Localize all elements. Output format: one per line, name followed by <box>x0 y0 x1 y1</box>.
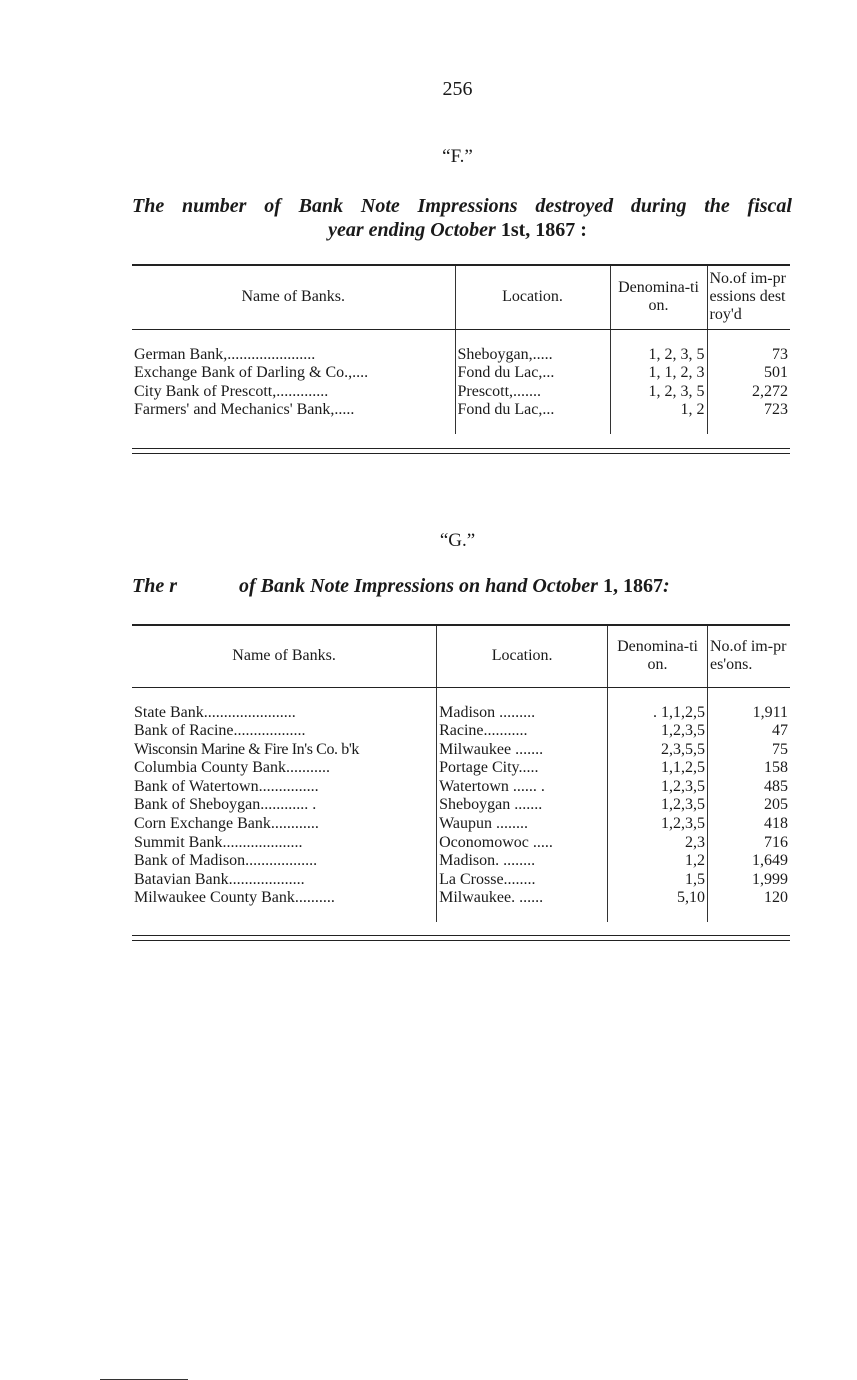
bank-name: City Bank of Prescott,............. <box>132 383 455 402</box>
table-row <box>132 796 790 815</box>
table-row <box>132 346 790 365</box>
bank-location: La Crosse........ <box>437 871 608 890</box>
section-g-table <box>132 624 790 922</box>
bank-denomination: 1, 2, 3, 5 <box>610 346 707 365</box>
header-denomination <box>608 625 708 687</box>
bank-count: 120 <box>764 889 788 907</box>
bank-denomination: 1, 1, 2, 3 <box>610 364 707 383</box>
bank-count: 716 <box>764 833 788 851</box>
bank-name: Batavian Bank................... <box>132 871 437 890</box>
bank-name: Bank of Sheboygan............ . <box>132 796 437 815</box>
bank-denomination: 1,2,3,5 <box>608 778 708 797</box>
section-g-caption <box>132 575 792 598</box>
table-row <box>132 741 790 760</box>
bank-count: 1,649 <box>752 852 788 870</box>
page-number: 256 <box>442 78 473 100</box>
bank-count: 1,911 <box>752 703 788 721</box>
header-location: Location. <box>455 265 610 329</box>
bank-location: Milwaukee ....... <box>437 741 608 760</box>
caption-g-colon: : <box>662 575 670 597</box>
bank-denomination: 2,3 <box>608 834 708 853</box>
bank-location: Sheboygan,..... <box>455 346 610 365</box>
header-denomination-text: Denomina-tion. <box>618 279 699 315</box>
bank-location: Racine........... <box>437 722 608 741</box>
bank-location: Waupun ........ <box>437 815 608 834</box>
bank-count: 723 <box>764 401 788 419</box>
section-f-heading: “F.” <box>442 146 473 167</box>
section-g-bottom-rule <box>132 935 790 941</box>
table-row <box>132 722 790 741</box>
bank-name: Corn Exchange Bank............ <box>132 815 437 834</box>
table-row <box>132 778 790 797</box>
bank-name: Wisconsin Marine & Fire In's Co. b'k <box>132 741 437 760</box>
bank-location: Fond du Lac,... <box>455 401 610 420</box>
bank-location: Madison ......... <box>437 704 608 723</box>
bank-count: 1,999 <box>752 870 788 888</box>
table-row <box>132 815 790 834</box>
bank-denomination: 1,2,3,5 <box>608 722 708 741</box>
bank-count: 158 <box>764 759 788 777</box>
table-row <box>132 889 790 908</box>
bank-name: Columbia County Bank........... <box>132 759 437 778</box>
bank-count: 75 <box>772 740 788 758</box>
caption-f-date: 1st, 1867 : <box>495 219 587 241</box>
bank-count: 2,272 <box>752 382 788 400</box>
bank-name: Bank of Madison.................. <box>132 852 437 871</box>
header-name-of-banks: Name of Banks. <box>132 625 437 687</box>
bank-count: 501 <box>764 364 788 382</box>
table-row <box>132 852 790 871</box>
header-location: Location. <box>437 625 608 687</box>
section-f-table <box>132 264 790 434</box>
bank-location: Madison. ........ <box>437 852 608 871</box>
bank-denomination: 1, 2 <box>610 401 707 420</box>
bank-denomination: 1, 2, 3, 5 <box>610 383 707 402</box>
bank-location: Oconomowoc ..... <box>437 834 608 853</box>
section-f-bottom-rule <box>132 448 790 454</box>
bank-name: State Bank....................... <box>132 704 437 723</box>
bank-name: Milwaukee County Bank.......... <box>132 889 437 908</box>
table-row <box>132 401 790 420</box>
bank-denomination: 1,2,3,5 <box>608 815 708 834</box>
bank-denomination: 1,1,2,5 <box>608 759 708 778</box>
table-row <box>132 383 790 402</box>
caption-g-date: 1, 1867 <box>597 575 663 597</box>
header-count-text: No.of im-pres'ons. <box>709 638 787 674</box>
caption-g-start: The r <box>132 575 177 597</box>
bank-count: 73 <box>772 345 788 363</box>
bank-count: 485 <box>764 777 788 795</box>
header-count <box>707 625 790 687</box>
bank-denomination: 1,5 <box>608 871 708 890</box>
section-g-heading: “G.” <box>439 530 476 551</box>
bank-count: 418 <box>764 815 788 833</box>
header-denomination <box>610 265 707 329</box>
header-name-of-banks: Name of Banks. <box>132 265 455 329</box>
bank-location: Fond du Lac,... <box>455 364 610 383</box>
header-count-text: No.of im-pressions destroy'd <box>709 270 786 324</box>
bank-denomination: 2,3,5,5 <box>608 741 708 760</box>
bank-denomination: 1,2,3,5 <box>608 796 708 815</box>
header-count <box>707 265 790 329</box>
bank-name: Exchange Bank of Darling & Co.,.... <box>132 364 455 383</box>
section-f-caption-line2 <box>0 219 857 242</box>
table-row <box>132 834 790 853</box>
bank-name: Farmers' and Mechanics' Bank,..... <box>132 401 455 420</box>
bank-location: Sheboygan ....... <box>437 796 608 815</box>
section-f-caption-line1: The number of Bank Note Impressions destroyed during the fiscal <box>132 195 792 217</box>
table-row <box>132 871 790 890</box>
bank-count: 47 <box>772 722 788 740</box>
table-row <box>132 704 790 723</box>
table-row <box>132 364 790 383</box>
caption-f-phrase: year ending October <box>328 219 496 241</box>
bank-denomination: 1,2 <box>608 852 708 871</box>
table-row <box>132 759 790 778</box>
bank-location: Prescott,....... <box>455 383 610 402</box>
header-denomination-text: Denomina-tion. <box>617 638 698 674</box>
bank-name: Bank of Racine.................. <box>132 722 437 741</box>
bank-denomination: 5,10 <box>608 889 708 908</box>
bank-denomination: . 1,1,2,5 <box>608 704 708 723</box>
bank-location: Milwaukee. ...... <box>437 889 608 908</box>
bank-location: Watertown ...... . <box>437 778 608 797</box>
caption-g-phrase: of Bank Note Impressions on hand October <box>239 575 598 597</box>
bank-name: Summit Bank.................... <box>132 834 437 853</box>
bank-name: Bank of Watertown............... <box>132 778 437 797</box>
bank-count: 205 <box>764 796 788 814</box>
bank-name: German Bank,...................... <box>132 346 455 365</box>
bank-location: Portage City..... <box>437 759 608 778</box>
